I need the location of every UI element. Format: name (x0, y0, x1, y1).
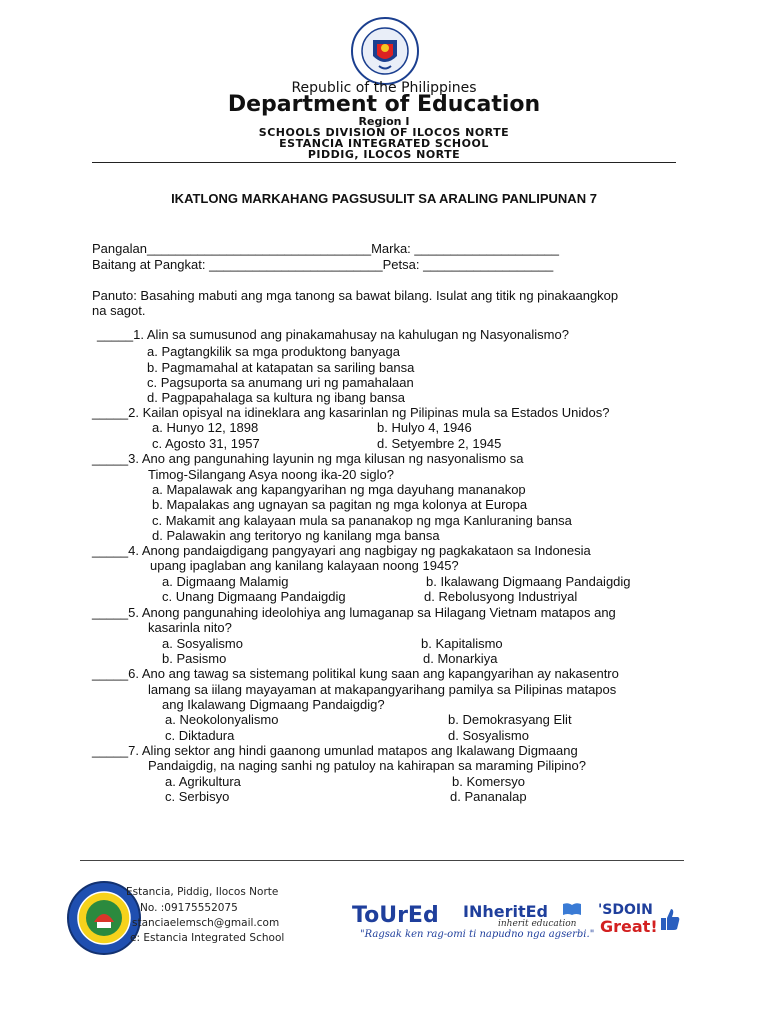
choice-4c: c. Unang Digmaang Pandaigdig (162, 589, 346, 604)
school-line: ESTANCIA INTEGRATED SCHOOL (279, 137, 489, 150)
choice-7c: c. Serbisyo (165, 789, 230, 804)
choice-1a: a. Pagtangkilik sa mga produktong banyaga (147, 344, 400, 359)
choice-2b: b. Hulyo 4, 1946 (377, 420, 472, 435)
choice-1c: c. Pagsuporta sa anumang uri ng pamahalaan (147, 375, 414, 390)
choice-1b: b. Pagmamahal at katapatan sa sariling bansa (147, 360, 415, 375)
question-6-line-3: ang Ikalawang Digmaang Pandaigdig? (162, 697, 385, 712)
great-logo: Great! (600, 917, 658, 936)
choice-5c: b. Pasismo (162, 651, 227, 666)
republic-line: Republic of the Philippines (291, 80, 477, 96)
footer-email: stanciaelemsch@gmail.com (132, 917, 280, 929)
grade-field: Baitang at Pangkat: ________________________Petsa: __________________ (92, 257, 554, 272)
tagline: "Ragsak ken rag-omi ti napudno nga agserbi." (360, 929, 595, 940)
choice-4a: a. Digmaang Malamig (162, 574, 289, 589)
question-6-line-1: _____6. Ano ang tawag sa sistemang politikal kung saan ang kapangyarihan ay nakasentro (92, 666, 619, 681)
question-2: _____2. Kailan opisyal na idineklara ang kasarinlan ng Pilipinas mula sa Estados Unidos? (92, 405, 610, 420)
instructions-line-2: na sagot. (92, 303, 146, 318)
header-divider (92, 162, 676, 163)
choice-6b: b. Demokrasyang Elit (448, 712, 572, 727)
footer-phone: No. :09175552075 (140, 902, 238, 914)
question-6-line-2: lamang sa iilang mayayaman at makapangyarihang pamilya sa Pilipinas matapos (148, 682, 617, 697)
choice-4d: d. Rebolusyong Industriyal (424, 589, 578, 604)
question-5-line-2: kasarinla nito? (148, 620, 232, 635)
choice-6a: a. Neokolonyalismo (165, 712, 279, 727)
deped-seal (350, 16, 420, 86)
question-5-line-1: _____5. Anong pangunahing ideolohiya ang lumaganap sa Hilagang Vietnam matapos ang (92, 605, 616, 620)
choice-3c: c. Makamit ang kalayaan mula sa pananakop ng mga Kanluraning bansa (152, 513, 572, 528)
instructions-line-1: Panuto: Basahing mabuti ang mga tanong sa bawat bilang. Isulat ang titik ng pinakaangkop (92, 288, 619, 303)
choice-7b: b. Komersyo (452, 774, 525, 789)
choice-1d: d. Pagpapahalaga sa kultura ng ibang bansa (147, 390, 406, 405)
footer-divider (80, 860, 684, 861)
location-line: PIDDIG, ILOCOS NORTE (307, 148, 461, 161)
footer-address: Estancia, Piddig, Ilocos Norte (126, 886, 279, 898)
choice-7d: d. Pananalap (450, 789, 527, 804)
choice-3a: a. Mapalawak ang kapangyarihan ng mga dayuhang mananakop (152, 482, 526, 497)
choice-3b: b. Mapalakas ang ugnayan sa pagitan ng mga kolonya at Europa (152, 497, 528, 512)
question-7-line-2: Pandaigdig, na naging sanhi ng patuloy na kahirapan sa maraming Pilipino? (148, 758, 586, 773)
choice-3d: d. Palawakin ang teritoryo ng kanilang mga bansa (152, 528, 440, 543)
choice-5d: d. Monarkiya (423, 651, 498, 666)
department-title: Department of Education (227, 92, 541, 117)
choice-4b: b. Ikalawang Digmaang Pandaigdig (426, 574, 631, 589)
choice-6d: d. Sosyalismo (448, 728, 529, 743)
thumbs-up-icon (658, 906, 680, 932)
sdoin-logo: 'SDOIN (598, 902, 653, 918)
question-3-line-2: Timog-Silangang Asya noong ika-20 siglo? (148, 467, 394, 482)
footer-facebook: e: Estancia Integrated School (130, 932, 285, 944)
exam-title: IKATLONG MARKAHANG PAGSUSULIT SA ARALING PANLIPUNAN 7 (171, 191, 597, 206)
question-4-line-2: upang ipaglaban ang kanilang kalayaan noong 1945? (150, 558, 459, 573)
choice-2c: c. Agosto 31, 1957 (152, 436, 260, 451)
question-1: _____1. Alin sa sumusunod ang pinakamahusay na kahulugan ng Nasyonalismo? (97, 327, 569, 342)
inherited-logo: INheritEd (463, 902, 548, 921)
name-field: Pangalan_______________________________Marka: ____________________ (92, 241, 560, 256)
toured-logo: ToUrEd (352, 903, 439, 928)
division-line: SCHOOLS DIVISION OF ILOCOS NORTE (258, 126, 510, 139)
book-icon (562, 902, 582, 916)
question-4-line-1: _____4. Anong pandaigdigang pangyayari ang nagbigay ng pagkakataon sa Indonesia (92, 543, 591, 558)
inherited-subtitle: inherit education (498, 919, 577, 929)
choice-5b: b. Kapitalismo (421, 636, 503, 651)
choice-2a: a. Hunyo 12, 1898 (152, 420, 259, 435)
choice-5a: a. Sosyalismo (162, 636, 243, 651)
choice-7a: a. Agrikultura (165, 774, 241, 789)
question-3-line-1: _____3. Ano ang pangunahing layunin ng mga kilusan ng nasyonalismo sa (92, 451, 524, 466)
region-line: Region I (358, 115, 410, 128)
question-7-line-1: _____7. Aling sektor ang hindi gaanong umunlad matapos ang Ikalawang Digmaang (92, 743, 578, 758)
choice-2d: d. Setyembre 2, 1945 (377, 436, 502, 451)
choice-6c: c. Diktadura (165, 728, 235, 743)
